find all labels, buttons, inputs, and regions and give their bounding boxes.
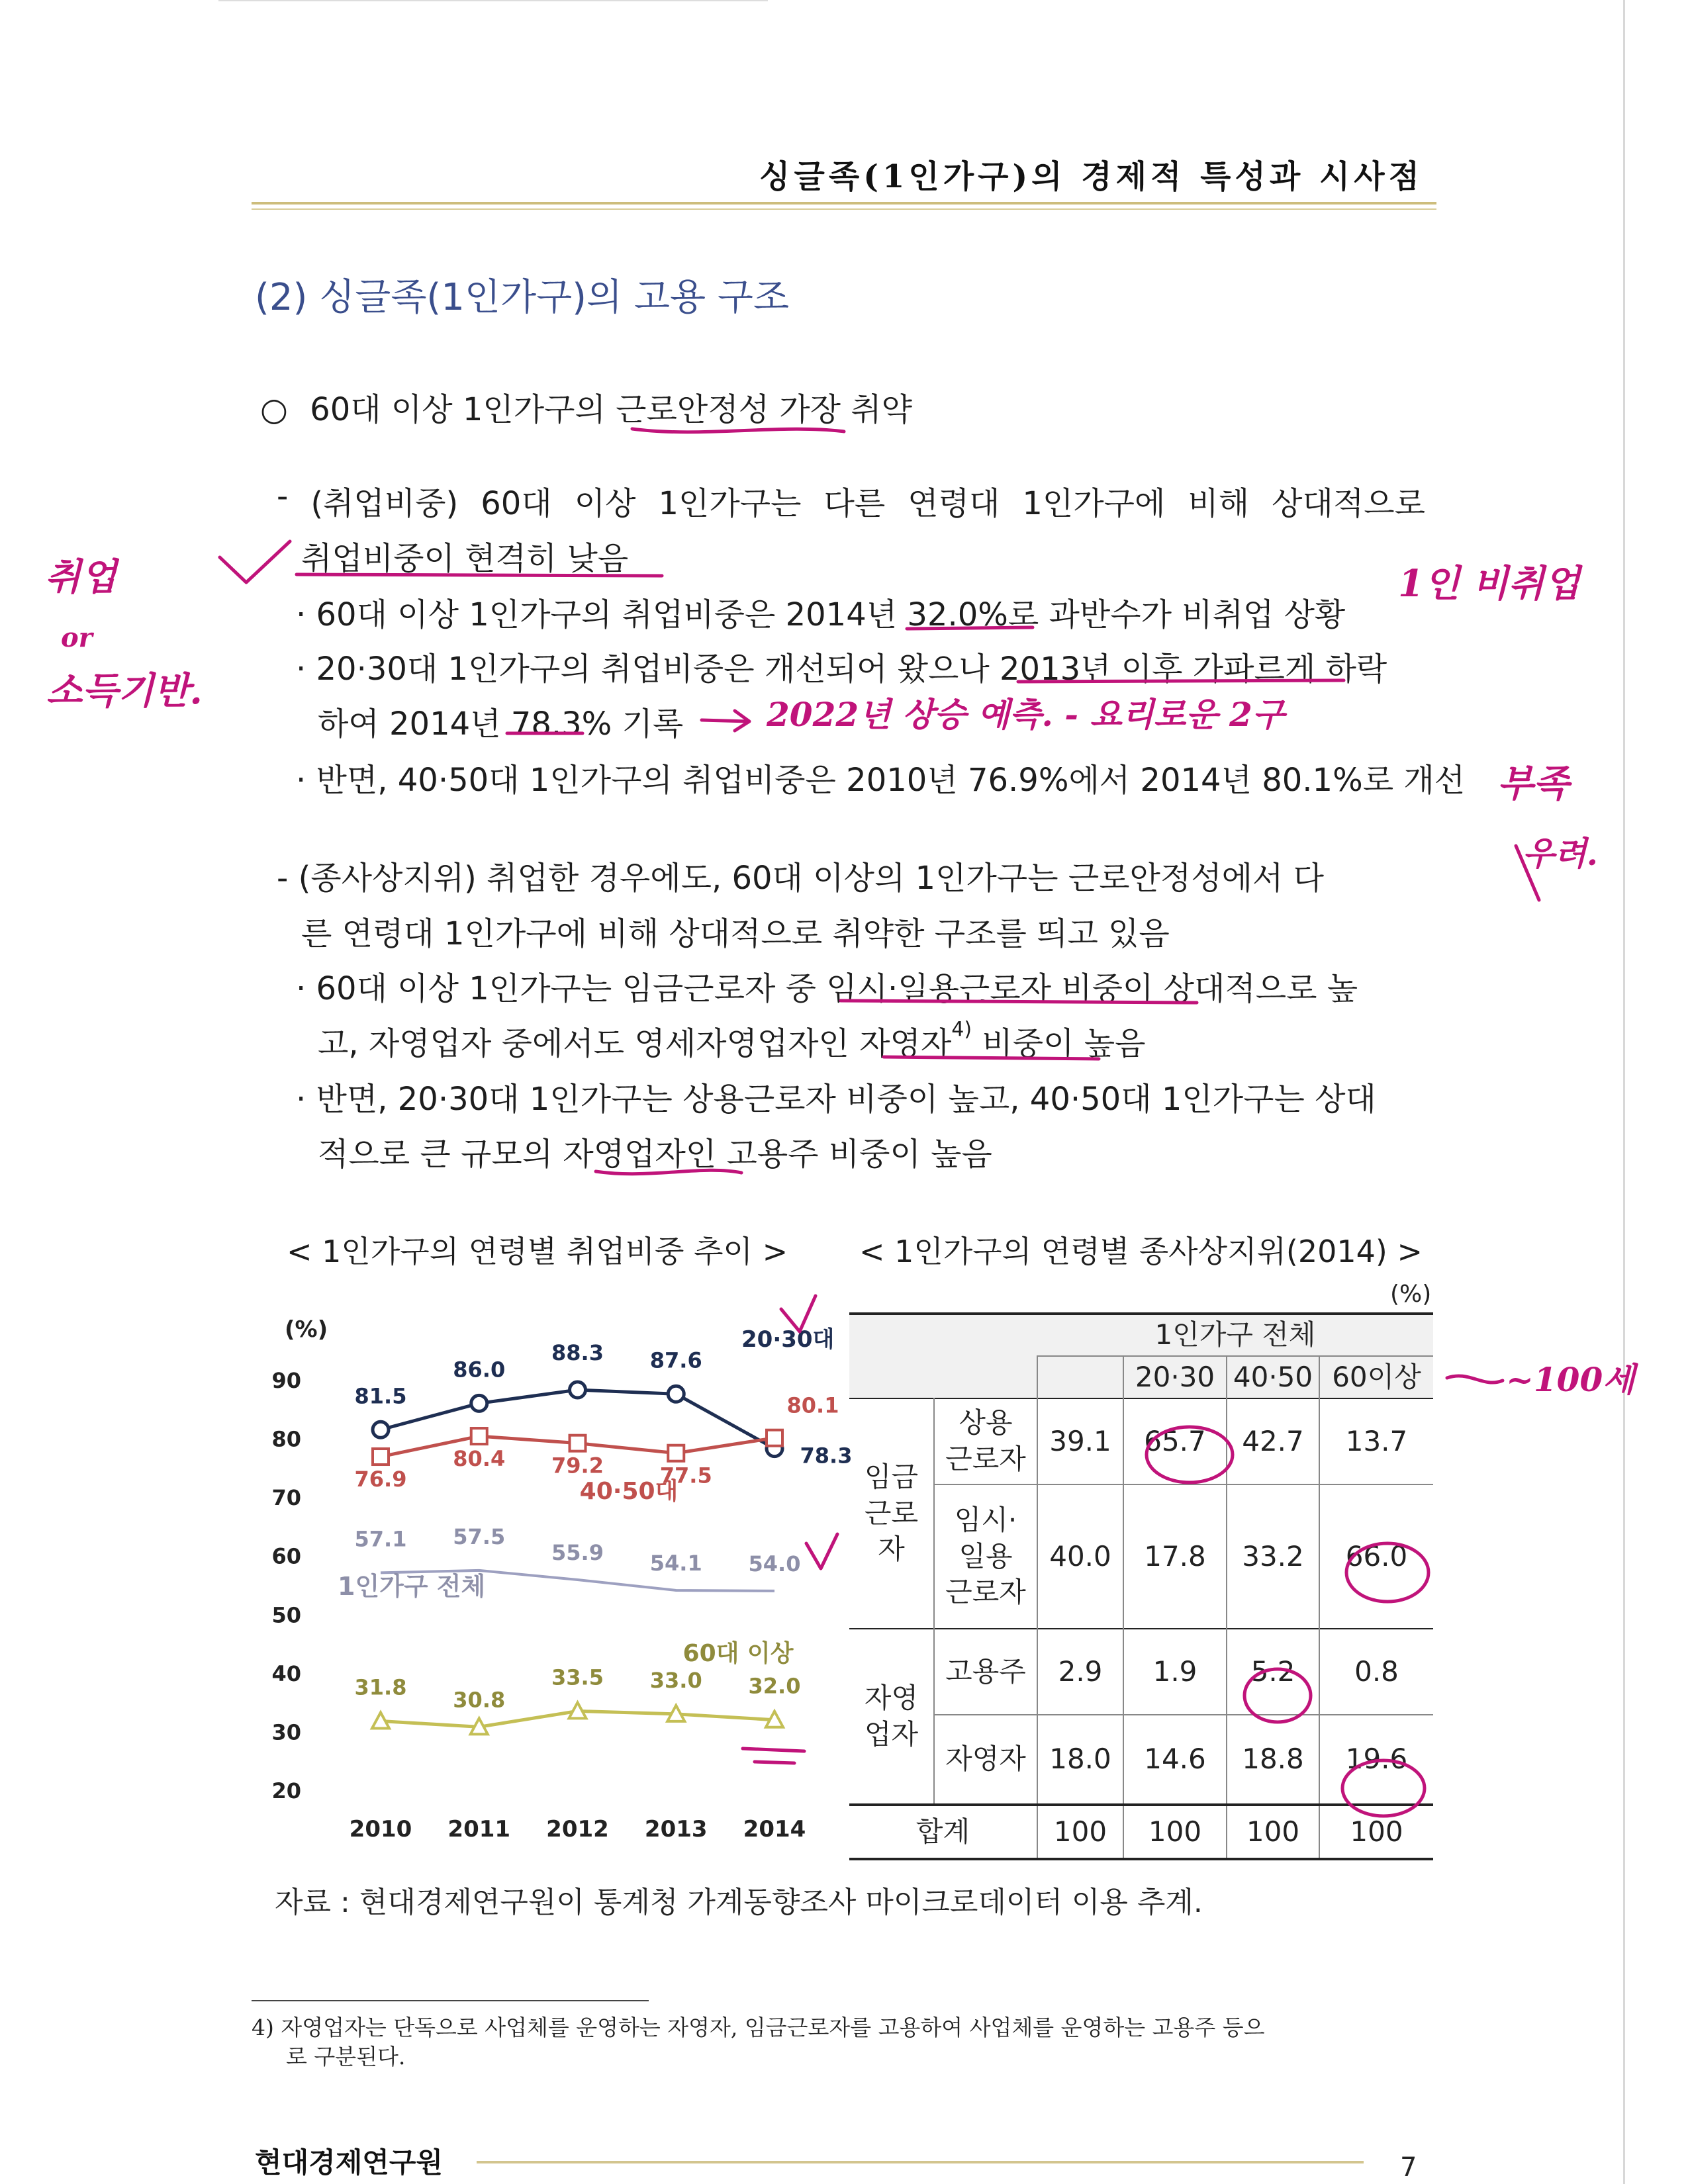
handwritten-note: or [61,622,93,653]
p2-line1: - (종사상지위) 취업한 경우에도, 60대 이상의 1인가구는 근로안정성에서 다 [277,860,1325,897]
handwritten-note: ~100세 [1506,1360,1635,1399]
data-label: 57.1 [354,1526,407,1552]
total-label: 합계 [849,1805,1037,1859]
section-title: (2) 싱글족(1인가구)의 고용 구조 [255,276,790,319]
data-label: 88.3 [551,1340,604,1366]
y-tick-label: 20 [271,1778,301,1803]
row-label-part: 임시· [954,1504,1017,1537]
cell: 0.8 [1354,1655,1399,1688]
heading-text: 60대 이상 1인가구의 근로안정성 가장 취약 [310,391,912,428]
data-label: 33.0 [649,1667,702,1693]
cell: 18.8 [1227,1715,1319,1805]
cell: 42.7 [1227,1398,1319,1484]
cell: 100 [1227,1805,1319,1859]
handwritten-note: 2022년 상승 예측. - 요리로운 2구 [767,695,1285,734]
group-label-part: 임금 [864,1461,919,1494]
y-tick-label: 70 [271,1485,301,1511]
data-label: 81.5 [354,1383,407,1409]
age-header: 40·50 [1227,1356,1319,1398]
p1-line2: 취업비중이 현격히 낮음 [301,540,629,577]
y-tick-label: 60 [271,1543,301,1569]
footnote-ref[interactable]: 4) [951,1018,972,1041]
x-tick-label: 2010 [349,1816,412,1843]
cell: 19.6 [1345,1743,1408,1776]
row-label-part: 일용 [959,1539,1013,1572]
y-tick-label: 40 [271,1661,301,1686]
handwritten-note: 부족 [1497,762,1570,805]
group-label-part: 자영 [864,1681,919,1714]
text: 비중이 높음 [972,1025,1146,1062]
x-tick-label: 2013 [644,1816,708,1843]
cell: 33.2 [1227,1484,1319,1629]
group-label-part: 자 [878,1533,905,1566]
y-tick-label: 90 [271,1368,301,1393]
data-label: 79.2 [551,1453,604,1479]
cell: 14.6 [1123,1715,1227,1805]
underline-mark [632,429,844,432]
handwritten-note: 1인 비취업 [1398,562,1580,606]
underline-mark [907,627,1033,629]
source-note: 자료 : 현대경제연구원이 통계청 가계동향조사 마이크로데이터 이용 추계. [275,1886,1203,1919]
cell: 1.9 [1123,1629,1227,1715]
circle-mark [1147,1427,1233,1482]
underline-mark [884,1057,1099,1059]
cell: 2.9 [1037,1629,1123,1715]
x-tick-label: 2011 [447,1816,511,1843]
p2-line2: 른 연령대 1인가구에 비해 상대적으로 취약한 구조를 띄고 있음 [301,915,1170,952]
data-label: 32.0 [748,1673,801,1699]
heading-bullet: ○ [260,391,288,428]
cell: 100 [1037,1805,1123,1859]
word: 연령대 [908,485,1000,522]
word: 상대적으로 [1272,485,1425,522]
cell: 18.0 [1037,1715,1123,1805]
check-mark [806,1534,837,1569]
text: 고, 자영업자 중에서도 영세자영업자인 자영자 [318,1025,952,1062]
check-mark [781,1296,816,1332]
cell: 65.7 [1123,1398,1227,1484]
circle-mark [1244,1669,1311,1722]
word: 다른 [823,485,886,522]
running-title: 싱글족(1인가구)의 경제적 특성과 시사점 [759,158,1423,195]
data-label: 54.0 [748,1551,801,1576]
row-label-part: 근로자 [945,1576,1026,1609]
check-mark [220,541,290,582]
group-header: 1인가구 전체 [1037,1314,1433,1356]
series-label: 40·50대 [579,1478,679,1505]
data-label: 33.5 [551,1664,604,1690]
circle-mark [1342,1760,1425,1816]
table-title: < 1인가구의 연령별 종사상지위(2014) > [859,1234,1423,1269]
data-label: 31.8 [354,1674,407,1700]
data-label: 87.6 [649,1347,702,1373]
word: 60대 [481,485,552,522]
circle-mark [1346,1543,1429,1602]
word: - [277,478,289,515]
age-header: 60이상 [1319,1356,1433,1398]
data-label: 30.8 [453,1687,506,1713]
arrow-mark [702,711,749,731]
p1-bullet2-line2: 하여 2014년 78.3% 기록 [318,705,684,743]
data-label: 86.0 [453,1357,506,1383]
series-label: 60대 이상 [682,1640,794,1667]
chart-title: < 1인가구의 연령별 취업비중 추이 > [287,1234,788,1269]
data-label: 76.9 [354,1467,407,1492]
x-tick-label: 2012 [546,1816,609,1843]
tilde-mark [1447,1376,1503,1383]
y-tick-label: 30 [271,1719,301,1745]
data-label: 80.4 [453,1446,506,1472]
group-label-part: 업자 [864,1717,919,1751]
cell: 39.1 [1037,1398,1123,1484]
cell: 100 [1350,1815,1403,1848]
p2-bullet1-line1: · 60대 이상 1인가구는 임금근로자 중 임시·일용근로자 비중이 상대적으로 높 [296,970,1358,1007]
underline-mark [1018,680,1344,682]
page-number: 7 [1400,2152,1417,2183]
word: 1인가구에 [1022,485,1166,522]
word: 1인가구는 [658,485,802,522]
underline-mark [596,1170,741,1173]
cell: 17.8 [1123,1484,1227,1629]
table-unit: (%) [1390,1281,1432,1308]
underline-mark [297,574,662,576]
y-tick-label: 80 [271,1426,301,1452]
word: (취업비중) [310,485,459,522]
p1-bullet2-line1: · 20·30대 1인가구의 취업비중은 개선되어 왔으나 2013년 이후 가파르게 하락 [296,651,1387,688]
cell: 13.7 [1345,1424,1408,1457]
strike-mark [743,1749,804,1763]
cell: 66.0 [1345,1539,1408,1572]
p2-bullet2-line1: · 반면, 20·30대 1인가구는 상용근로자 비중이 높고, 40·50대 1인가구는 상대 [296,1081,1376,1118]
footnote-line1: 4) 자영업자는 단독으로 사업체를 운영하는 자영자, 임금근로자를 고용하여 사업체를 운영하는 고용주 등으 [252,2015,1265,2040]
p2-bullet2-line2: 적으로 큰 규모의 자영업자인 고용주 비중이 높음 [318,1136,992,1173]
cell: 5.2 [1227,1629,1319,1715]
data-label: 78.3 [800,1443,853,1469]
series-label: 1인가구 전체 [338,1572,486,1601]
row-label: 고용주 [934,1629,1037,1715]
row-label-part: 근로자 [945,1443,1026,1475]
row-label-part: 상용 [959,1406,1013,1439]
data-label: 54.1 [649,1550,702,1576]
y-axis-label: (%) [285,1316,328,1343]
p1-bullet1: · 60대 이상 1인가구의 취업비중은 2014년 32.0%로 과반수가 비취업 상황 [296,596,1346,633]
x-tick-label: 2014 [743,1816,806,1843]
underline-mark [841,1001,1197,1003]
data-label: 55.9 [551,1540,604,1566]
age-header: 20·30 [1123,1356,1227,1398]
cell: 100 [1123,1805,1227,1859]
footnote-line2: 로 구분된다. [286,2044,406,2070]
series-label: 20·30대 [741,1326,835,1353]
word: 비해 [1188,485,1250,522]
y-tick-label: 50 [271,1602,301,1628]
data-label: 80.1 [786,1392,839,1418]
footer-org: 현대경제연구원 [255,2146,444,2179]
row-label: 자영자 [934,1715,1037,1805]
word: 이상 [574,485,636,522]
handwritten-note: 소득기반. [46,669,203,713]
handwritten-note: 취업 [45,555,117,599]
group-label-part: 근로 [864,1496,919,1529]
handwritten-note: 우려. [1523,834,1599,873]
data-label: 77.5 [659,1463,712,1488]
p1-bullet3: · 반면, 40·50대 1인가구의 취업비중은 2010년 76.9%에서 2014년 80.1%로 개선 [296,762,1466,799]
cell: 40.0 [1037,1484,1123,1629]
data-label: 57.5 [453,1524,506,1549]
